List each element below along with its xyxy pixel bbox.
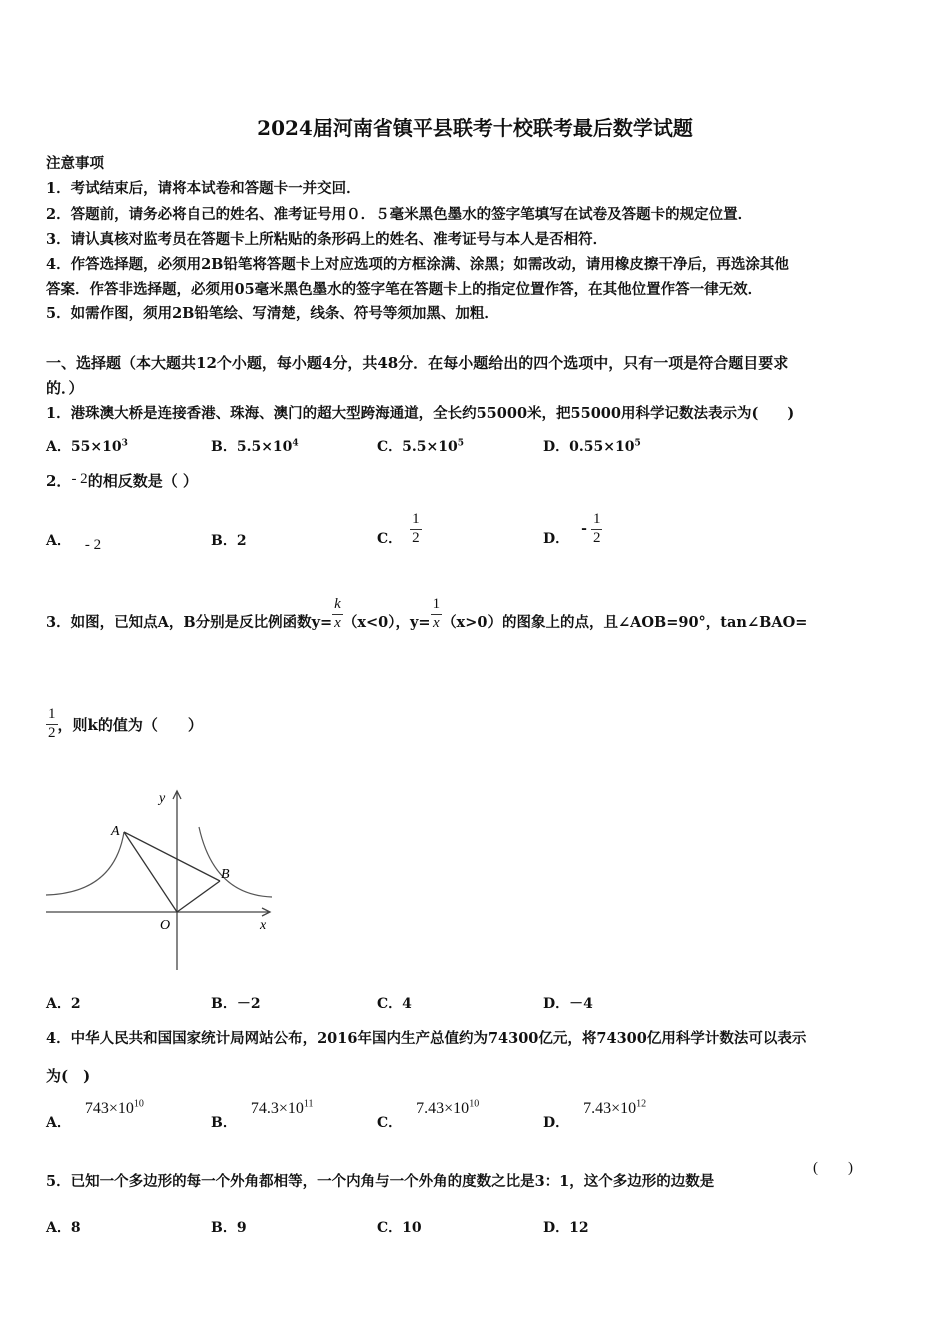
- segment-ao: [124, 832, 177, 912]
- notice-line: 3．请认真核对监考员在答题卡上所粘贴的条形码上的姓名、准考证号与本人是否相符．: [46, 231, 608, 248]
- x-axis-label: x: [260, 918, 267, 933]
- notice-line: 2．答题前，请务必将自己的姓名、准考证号用０．５毫米黑色墨水的签字笔填写在试卷及答题卡的规定位置．: [46, 206, 753, 223]
- q1-option-a[interactable]: A．$55\times 10^3$: [46, 438, 128, 455]
- page-title: 2024届河南省镇平县联考十校联考最后数学试题: [257, 116, 693, 140]
- segment-ob: [177, 881, 220, 912]
- q2-option-a[interactable]: A． - 2: [46, 533, 102, 553]
- point-a-label: A: [111, 824, 120, 839]
- point-b-label: B: [221, 867, 230, 882]
- question-1-stem: 1．港珠澳大桥是连接香港、珠海、澳门的超大型跨海通道，全长约55000米，把55000用科学记数法表示为( ): [46, 405, 795, 422]
- q5-option-b[interactable]: B．9: [211, 1220, 247, 1236]
- notice-heading: 注意事项: [46, 155, 104, 172]
- q1-option-b[interactable]: B．$5.5\times 10^4$: [211, 438, 299, 455]
- question-3-stem: 3．如图，已知点A，B分别是反比例函数y= $\frac{k}{x}$ （x<0），y= $\frac{1}{x}$ （x>0）的图象上的点，且∠AOB=90°，tan∠BAO=: [46, 596, 808, 631]
- question-3-stem-cont: $\frac{1}{2}$ ，则k的值为（ ）: [48, 706, 203, 741]
- q1-option-d[interactable]: D．$0.55\times 10^5$: [543, 438, 641, 455]
- q4-option-d[interactable]: D．$7.43\times 10^{12}$: [543, 1098, 647, 1131]
- curve-left: [46, 832, 124, 895]
- q3-option-c[interactable]: C．4: [377, 996, 412, 1012]
- q5-option-d[interactable]: D．12: [543, 1220, 589, 1236]
- section-heading-cont: 的．）: [46, 379, 84, 397]
- q5-option-c[interactable]: C．10: [377, 1220, 422, 1236]
- section-heading: 一、选择题（本大题共12个小题，每小题4分，共48分．在每小题给出的四个选项中，只有一项是符合题目要求: [46, 354, 789, 372]
- origin-label: O: [160, 918, 171, 933]
- q4-option-c[interactable]: C．$7.43\times 10^{10}$: [377, 1098, 480, 1131]
- q2-option-d[interactable]: D． - $\frac{1}{2}$: [543, 511, 601, 547]
- question-2-stem: 2．- 2的相反数是（ ）: [46, 471, 198, 490]
- q3-option-b[interactable]: B．－2: [211, 996, 261, 1012]
- q5-option-a[interactable]: A．8: [46, 1220, 81, 1236]
- notice-line: 1．考试结束后，请将本试卷和答题卡一并交回．: [46, 180, 361, 197]
- notice-line: 答案．作答非选择题，必须用05毫米黑色墨水的签字笔在答题卡上的指定位置作答，在其他位置作答一律无效．: [46, 281, 763, 298]
- q4-option-b[interactable]: B．$74.3\times 10^{11}$: [211, 1098, 314, 1131]
- curve-right: [199, 827, 272, 897]
- question-5-paren: ( ): [813, 1160, 853, 1176]
- q2-option-b[interactable]: B．2: [211, 533, 247, 549]
- q3-option-d[interactable]: D．－4: [543, 996, 593, 1012]
- q4-option-a[interactable]: A．$743\times 10^{10}$: [46, 1098, 144, 1131]
- q3-figure: [44, 785, 274, 975]
- q2-option-c[interactable]: C． $\frac{1}{2}$: [377, 511, 420, 547]
- notice-line: 4．作答选择题，必须用2B铅笔将答题卡上对应选项的方框涂满、涂黑；如需改动，请用橡皮擦干净后，再选涂其他: [46, 256, 789, 273]
- y-axis-label: y: [159, 791, 166, 806]
- question-4-stem: 4．中华人民共和国国家统计局网站公布，2016年国内生产总值约为74300亿元，将74300亿用科学计数法可以表示: [46, 1030, 807, 1047]
- question-5-stem: 5．已知一个多边形的每一个外角都相等，一个内角与一个外角的度数之比是3：1，这个多边形的边数是: [46, 1173, 715, 1190]
- segment-ab: [124, 832, 220, 881]
- q1-option-c[interactable]: C．$5.5\times 10^5$: [377, 438, 464, 455]
- notice-line: 5．如需作图，须用2B铅笔绘、写清楚，线条、符号等须加黑、加粗．: [46, 305, 499, 322]
- question-4-stem-cont: 为( ): [46, 1067, 91, 1085]
- q3-option-a[interactable]: A．2: [46, 996, 81, 1012]
